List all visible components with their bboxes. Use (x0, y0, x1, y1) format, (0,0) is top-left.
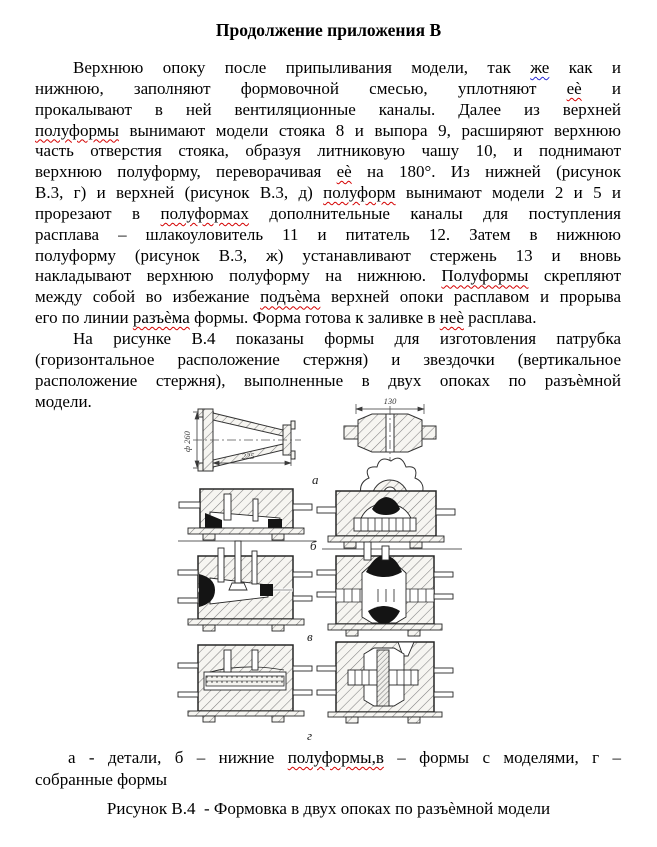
text-segment: и (581, 78, 621, 98)
text-segment: его по линии (35, 308, 133, 328)
marked-word: же (530, 58, 550, 77)
text-line (35, 371, 621, 392)
text-segment: как и (549, 58, 621, 77)
text-segment: нижнюю, заполняют формовочной смесью, уплотняют (35, 78, 567, 98)
text-line (35, 769, 621, 791)
pipe-part-drawing (182, 409, 301, 471)
text-segment: полуформу (рисунок В.3, ж) устанавливают стержень 13 и вновь (35, 245, 621, 265)
text-line (35, 183, 621, 204)
text-segment: расплава. (463, 308, 537, 328)
text-line (35, 246, 621, 267)
marked-word: полуформ (323, 183, 396, 203)
text-segment: скрепляют (528, 266, 622, 286)
page-title: Продолжение приложения В (215, 20, 442, 40)
text-line (35, 350, 621, 371)
text-line (35, 121, 621, 142)
figure-label-g: г (307, 728, 313, 743)
assembled-mold-pipe (178, 645, 312, 722)
marked-word: еѐ (566, 78, 582, 98)
assembled-mold-sprocket (317, 642, 453, 723)
mold-with-model-sprocket (317, 542, 453, 636)
dim-pipe-length: 225 (241, 451, 255, 461)
figure-b4-drawing (0, 398, 657, 748)
text-line (35, 747, 621, 769)
figure-caption: Рисунок В.4 - Формовка в двух опоках по разъѐмной модели (106, 799, 551, 818)
text-segment: расплава – шлакоуловитель 11 и питатель 12. Затем в нижнюю (35, 224, 621, 244)
text-segment: формы. Форма готова к заливке в (189, 308, 440, 328)
text-segment: (горизонтальное расположение стержня) и звездочки (вертикальное (35, 349, 621, 369)
text-segment: вынимают модели 2 и 5 и (395, 183, 621, 203)
dim-sprocket-width: 130 (383, 398, 397, 406)
text-line (35, 58, 621, 79)
lower-halfmold-pipe (178, 489, 316, 541)
paragraph-1 (35, 58, 621, 329)
text-line (35, 266, 621, 287)
text-segment: прокалывают в ней вентиляционные каналы. Далее из верхней (35, 99, 621, 119)
text-segment: на 180°. Из нижней (рисунок (351, 162, 622, 182)
text-segment: На рисунке В.4 показаны формы для изготовления патрубка (73, 328, 621, 348)
text-segment: В.3, г) и верхней (рисунок В.3, д) (35, 183, 324, 203)
marked-word: полуформах (160, 203, 249, 223)
text-line (35, 308, 621, 329)
text-segment: между собой во избежание (35, 287, 261, 307)
text-segment: Верхнюю опоку после припыливания модели, так (73, 58, 531, 77)
dim-pipe-diameter: ф 260 (182, 431, 192, 452)
text-segment: модели. (35, 391, 92, 411)
text-line (35, 162, 621, 183)
text-segment: часть отверстия стояка, образуя литниковую чашу 10, и поднимают (35, 141, 621, 161)
marked-word: подъѐма (260, 287, 321, 307)
marked-word: полуформы,в (287, 748, 384, 767)
text-segment: верхнюю полуформу, переворачивая (35, 162, 337, 182)
text-line (35, 329, 621, 350)
text-line (35, 141, 621, 162)
text-line (35, 225, 621, 246)
text-segment: расположение стержня), выполненные в двух опоках по разъѐмной (35, 370, 621, 390)
figure-label-v: в (307, 629, 313, 644)
text-line (35, 100, 621, 121)
text-segment: вынимают модели стояка 8 и выпора 9, расширяют верхнюю (118, 120, 621, 140)
body-text (35, 58, 621, 412)
marked-word: разъѐма (132, 308, 190, 328)
marked-word: еѐ (336, 162, 352, 182)
marked-word: полуформы (35, 120, 119, 140)
text-segment: собранные формы (35, 770, 168, 789)
text-segment: накладывают верхнюю полуформу на нижнюю. (35, 266, 442, 286)
text-segment: – формы с моделями, г – (383, 748, 621, 767)
mold-with-model-pipe (178, 541, 312, 631)
figure-label-a: а (312, 472, 319, 487)
text-line (35, 287, 621, 308)
sprocket-part-drawing (344, 398, 436, 499)
text-segment: а - детали, б – нижние (68, 748, 288, 767)
text-segment: прорезают в (35, 203, 161, 223)
marked-word: неѐ (439, 308, 464, 328)
text-segment: верхней опоки расплавом и прорыва (320, 287, 621, 307)
figure-key (35, 747, 621, 791)
marked-word: Полуформы (441, 266, 529, 286)
figure-b4 (0, 398, 657, 748)
text-line (35, 204, 621, 225)
lower-halfmold-sprocket (317, 491, 462, 549)
text-line (35, 79, 621, 100)
figure-label-b: б (310, 538, 317, 553)
text-segment: дополнительные каналы для поступления (248, 203, 622, 223)
